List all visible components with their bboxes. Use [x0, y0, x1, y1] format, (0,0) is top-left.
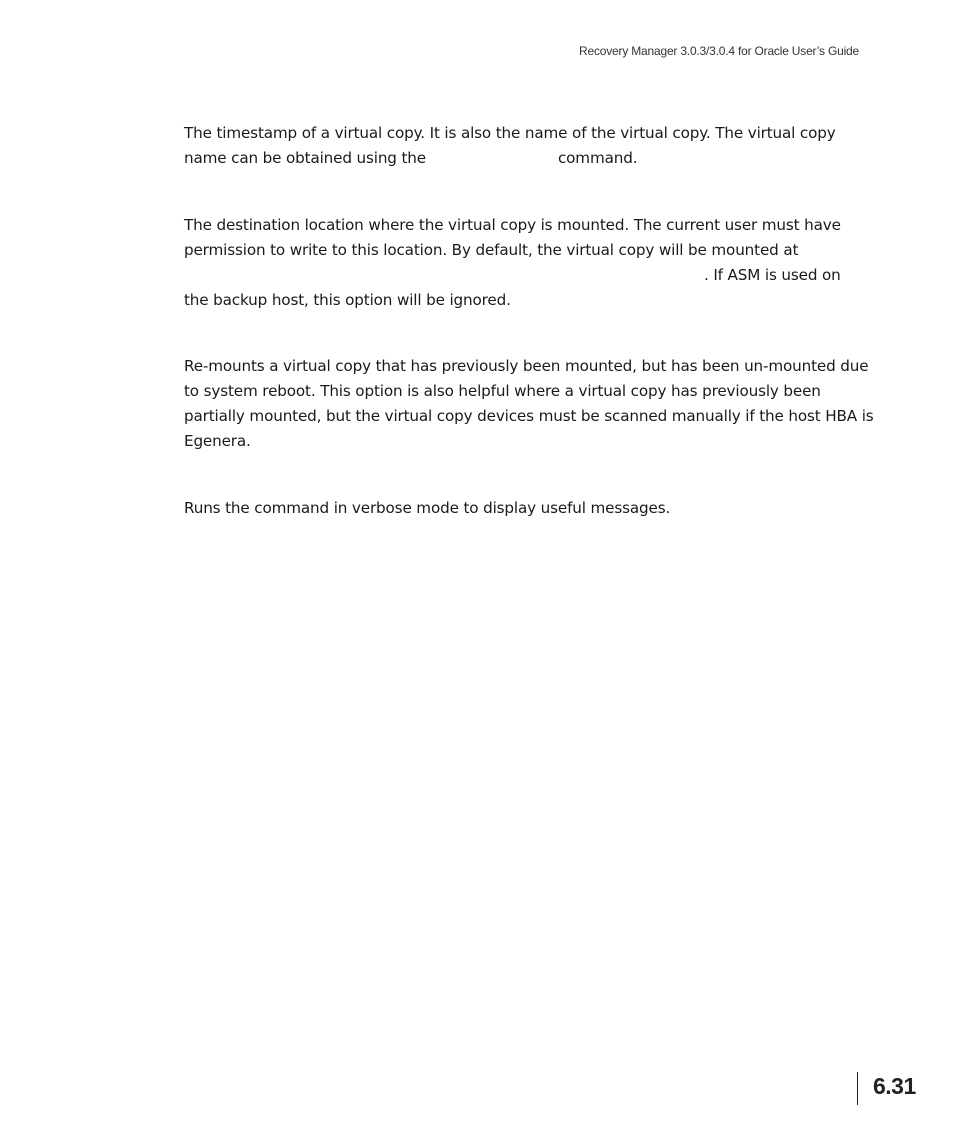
verbose-option-description — [184, 496, 864, 521]
text-line: Re-mounts a virtual copy that has previously been mounted, but has been un-mounted due — [184, 357, 869, 375]
text-line: Egenera. — [184, 432, 251, 450]
text-line: permission to write to this location. By default, the virtual copy will be mounted at — [184, 241, 799, 259]
text-fragment: name can be obtained using the — [184, 149, 426, 167]
text-line: the backup host, this option will be ignored. — [184, 291, 511, 309]
text-line: partially mounted, but the virtual copy devices must be scanned manually if the host HBA is — [184, 407, 874, 425]
text-line — [184, 263, 864, 288]
timestamp-option-description — [184, 121, 864, 171]
text-line: to system reboot. This option is also helpful where a virtual copy has previously been — [184, 382, 821, 400]
remount-option-description — [184, 354, 874, 454]
text-line: Runs the command in verbose mode to display useful messages. — [184, 499, 671, 517]
running-header: Recovery Manager 3.0.3/3.0.4 for Oracle User’s Guide — [579, 44, 859, 58]
text-line: The destination location where the virtual copy is mounted. The current user must have — [184, 216, 841, 234]
text-fragment: command. — [557, 149, 638, 167]
text-fragment: . If ASM is used on — [704, 266, 841, 284]
mount-point-option-description — [184, 213, 864, 313]
text-line — [184, 146, 864, 171]
page-number-divider — [857, 1072, 858, 1105]
page-number: 6.31 — [873, 1073, 916, 1099]
text-line: The timestamp of a virtual copy. It is also the name of the virtual copy. The virtual copy — [184, 124, 836, 142]
